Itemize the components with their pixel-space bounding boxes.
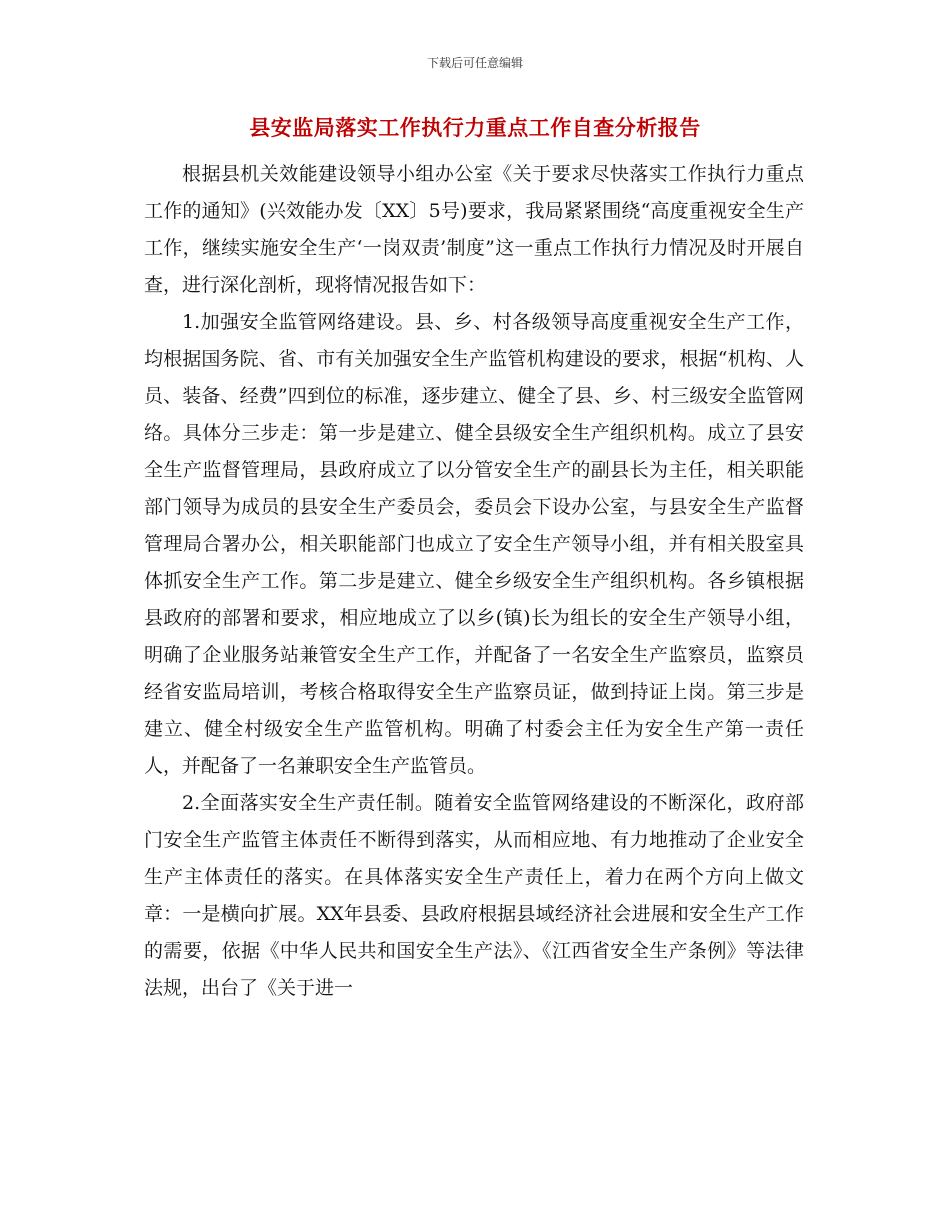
paragraph-section-1: 1.加强安全监管网络建设。县、乡、村各级领导高度重视安全生产工作，均根据国务院、省、市有关加强安全生产监管机构建设的要求，根据“机构、人员、装备、经费”四到位的标准，逐步建立、健全了县、乡、村三级安全监管网络。具体分三步走：第一步是建立、健全县级安全生产组织机构。成立了县安全生产监督管理局，县政府成立了以分管安全生产的副县长为主任，相关职能部门领导为成员的县安全生产委员会，委员会下设办公室，与县安全生产监督管理局合署办公，相关职能部门也成立了安全生产领导小组，并有相关股室具体抓安全生产工作。第二步是建立、健全乡级安全生产组织机构。各乡镇根据县政府的部署和要求，相应地成立了以乡(镇)长为组长的安全生产领导小组，明确了企业服务站兼管安全生产工作，并配备了一名安全生产监察员，监察员经省安监局培训，考核合格取得安全生产监察员证，做到持证上岗。第三步是建立、健全村级安全生产监管机构。明确了村委会主任为安全生产第一责任人，并配备了一名兼职安全生产监管员。 (144, 311, 804, 777)
paragraph-section-2: 2.全面落实安全生产责任制。随着安全监管网络建设的不断深化，政府部门安全生产监管主体责任不断得到落实，从而相应地、有力地推动了企业安全生产主体责任的落实。在具体落实安全生产责任上，着力在两个方向上做文章：一是横向扩展。XX年县委、县政府根据县域经济社会进展和安全生产工作的需要，依据《中华人民共和国安全生产法》、《江西省安全生产条例》等法律法规，出台了《关于进一 (144, 792, 804, 999)
paragraph-intro: 根据县机关效能建设领导小组办公室《关于要求尽快落实工作执行力重点工作的通知》(兴效能办发〔XX〕5号)要求，我局紧紧围绕“高度重视安全生产工作，继续实施安全生产‘一岗双责’制度”这一重点工作执行力情况及时开展自查，进行深化剖析，现将情况报告如下： (144, 163, 804, 296)
document-body (144, 156, 804, 1007)
page-header-note: 下载后可任意编辑 (426, 56, 523, 70)
document-title: 县安监局落实工作执行力重点工作自查分析报告 (249, 115, 701, 140)
